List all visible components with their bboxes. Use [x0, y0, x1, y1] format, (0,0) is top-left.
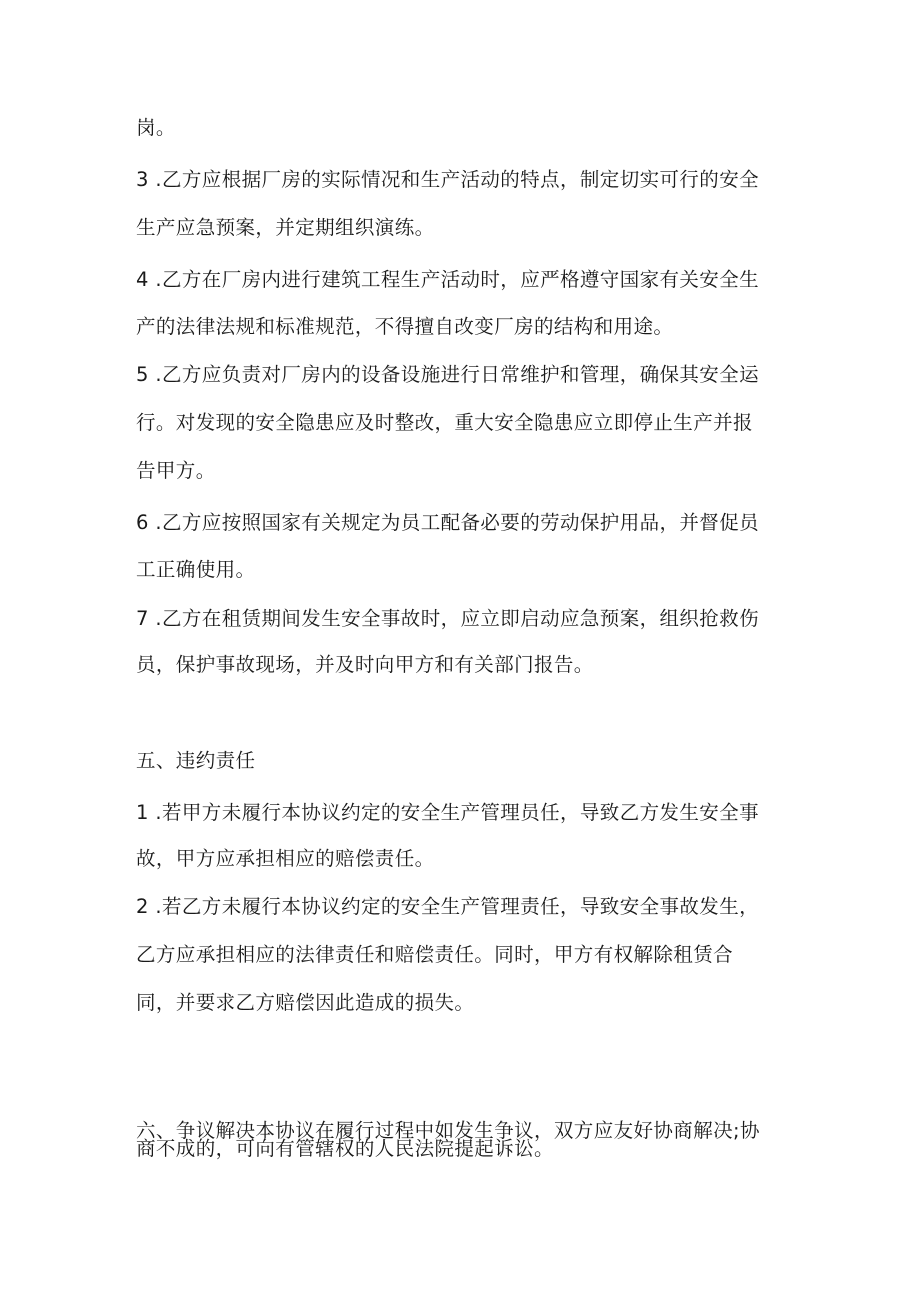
- text-line: 5 .乙方应负责对厂房内的设备设施进行日常维护和管理，确保其安全运: [136, 363, 760, 386]
- text-line: 行。对发现的安全隐患应及时整改，重大安全隐患应立即停止生产并报: [136, 411, 753, 434]
- text-line: 故，甲方应承担相应的赔偿责任。: [136, 847, 435, 870]
- text-line: 2 .若乙方未履行本协议约定的安全生产管理责任，导致安全事故发生，: [136, 895, 760, 918]
- text-line: 3 .乙方应根据厂房的实际情况和生产活动的特点，制定切实可行的安全: [136, 168, 760, 191]
- section-heading: 五、违约责任: [136, 749, 256, 772]
- text-line: 同，并要求乙方赔偿因此造成的损失。: [136, 991, 475, 1014]
- text-line: 商不成的，可向有管辖权的人民法院提起诉讼。: [136, 1137, 554, 1160]
- text-line: 告甲方。: [136, 459, 216, 482]
- text-line: 产的法律法规和标准规范，不得擅自改变厂房的结构和用途。: [136, 315, 674, 338]
- text-line: 员，保护事故现场，并及时向甲方和有关部门报告。: [136, 653, 594, 676]
- text-line: 乙方应承担相应的法律责任和赔偿责任。同时，甲方有权解除租赁合: [136, 943, 734, 966]
- text-line: 7 .乙方在租赁期间发生安全事故时，应立即启动应急预案，组织抢救伤: [136, 607, 760, 630]
- text-line: 4 .乙方在厂房内进行建筑工程生产活动时，应严格遵守国家有关安全生: [136, 268, 760, 291]
- text-line: 岗。: [136, 116, 176, 139]
- text-line: 6 .乙方应按照国家有关规定为员工配备必要的劳动保护用品，并督促员: [136, 511, 760, 534]
- text-line: 生产应急预案，并定期组织演练。: [136, 216, 435, 239]
- section-heading: 六、争议解决本协议在履行过程中如发生争议，双方应友好协商解决;协: [136, 1119, 760, 1142]
- text-line: 工正确使用。: [136, 558, 256, 581]
- text-line: 1 .若甲方未履行本协议约定的安全生产管理员任，导致乙方发生安全事: [136, 801, 760, 824]
